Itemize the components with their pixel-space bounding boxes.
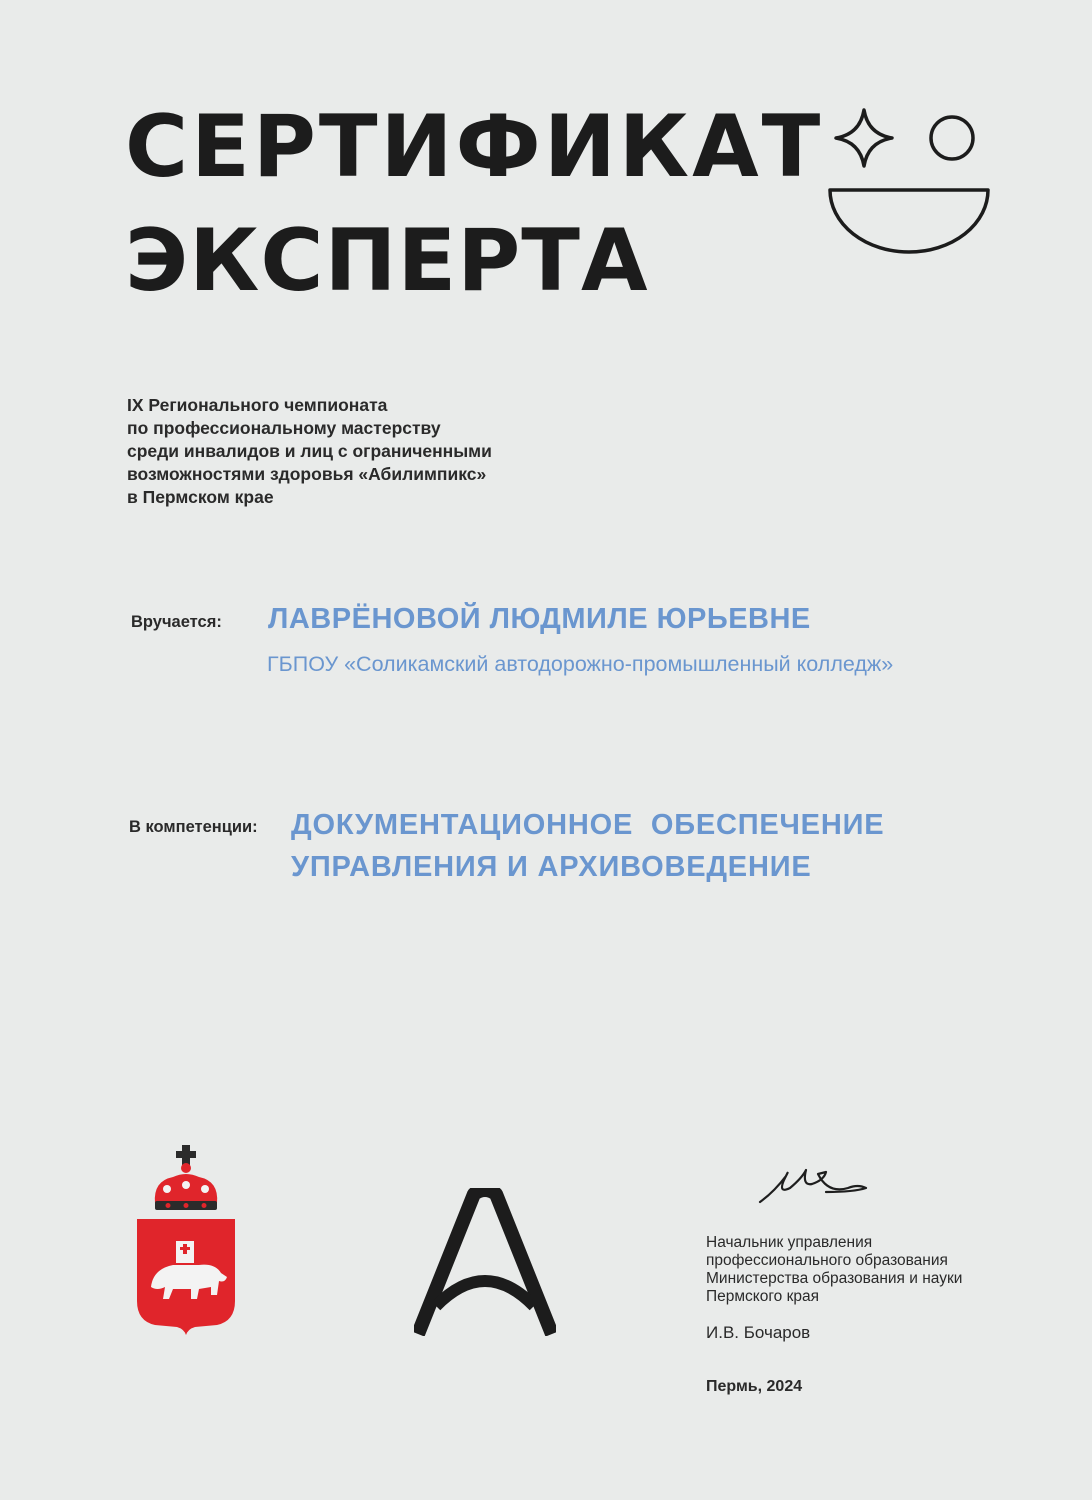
recipient-organization: ГБПОУ «Соликамский автодорожно-промышленный колледж»: [267, 652, 894, 676]
handwritten-signature: [756, 1158, 872, 1208]
certificate-title: СЕРТИФИКАТ: [125, 97, 824, 197]
perm-krai-coat-of-arms-icon: [133, 1145, 239, 1335]
signatory-name: И.В. Бочаров: [706, 1323, 811, 1342]
awarded-to-label: Вручается:: [131, 613, 222, 631]
position-line: Пермского края: [706, 1288, 820, 1305]
competence-line: УПРАВЛЕНИЯ И АРХИВОВЕДЕНИЕ: [291, 851, 812, 883]
signatory-position: [706, 1234, 962, 1306]
competence-line: ДОКУМЕНТАЦИОННОЕ ОБЕСПЕЧЕНИЕ: [291, 809, 885, 841]
competence-name: [291, 804, 884, 888]
event-line: по профессиональному мастерству: [127, 418, 441, 438]
position-line: Министерства образования и науки: [706, 1270, 963, 1287]
abilympics-letter-a-logo-icon: [414, 1188, 556, 1336]
competence-label: В компетенции:: [129, 818, 258, 836]
event-line: возможностями здоровья «Абилимпикс»: [127, 464, 487, 484]
certificate-subtitle: ЭКСПЕРТА: [125, 211, 649, 311]
position-line: Начальник управления: [706, 1234, 873, 1251]
event-line: среди инвалидов и лиц с ограниченными: [127, 441, 492, 461]
event-description: [127, 394, 492, 509]
position-line: профессионального образования: [706, 1252, 948, 1269]
place-and-date: Пермь, 2024: [706, 1378, 803, 1395]
abilympics-smile-logo-icon: [826, 108, 996, 256]
event-line: IX Регионального чемпионата: [127, 395, 388, 415]
event-line: в Пермском крае: [127, 487, 274, 507]
recipient-name: ЛАВРЁНОВОЙ ЛЮДМИЛЕ ЮРЬЕВНЕ: [268, 603, 811, 635]
